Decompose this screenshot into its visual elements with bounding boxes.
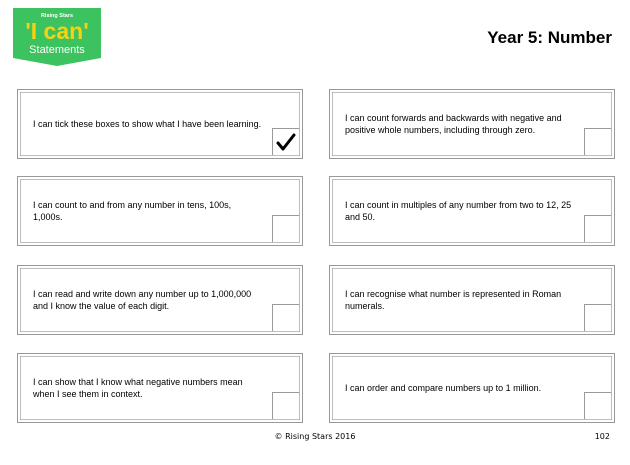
- statement-text: I can count in multiples of any number from two to 12, 25 and 50.: [345, 200, 572, 222]
- copyright: © Rising Stars 2016: [274, 432, 356, 441]
- statement-text: I can recognise what number is represented in Roman numerals.: [345, 289, 562, 311]
- statement-text: I can count to and from any number in tens, 100s, 1,000s.: [33, 200, 232, 222]
- statement-text: I can count forwards and backwards with negative and positive whole numbers, including through zero.: [345, 113, 562, 135]
- tick-box[interactable]: [272, 392, 299, 419]
- logo-main: 'I can': [25, 18, 89, 44]
- tick-box[interactable]: [584, 128, 611, 155]
- logo-brand: Rising Stars: [40, 13, 74, 19]
- statement-text: I can read and write down any number up to 1,000,000 and I know the value of each digit.: [33, 289, 252, 311]
- statement-card: [17, 89, 303, 159]
- logo-sub: Statements: [29, 44, 85, 56]
- page-number: 102: [594, 432, 610, 441]
- statement-card: [17, 265, 303, 335]
- statement-card: [17, 176, 303, 246]
- statement-card: [329, 265, 615, 335]
- statement-text: I can show that I know what negative numbers mean when I see them in context.: [33, 377, 243, 399]
- i-can-statements-logo: [13, 8, 101, 66]
- checkmark-icon: [276, 132, 296, 152]
- tick-box[interactable]: [272, 128, 299, 155]
- statement-text: I can order and compare numbers up to 1 million.: [345, 383, 542, 393]
- statement-card: [329, 353, 615, 423]
- tick-box[interactable]: [584, 304, 611, 331]
- page-title: Year 5: Number: [487, 28, 612, 47]
- statement-card: [17, 353, 303, 423]
- tick-box[interactable]: [584, 215, 611, 242]
- statement-text: I can tick these boxes to show what I have been learning.: [33, 119, 262, 129]
- statement-card: [329, 89, 615, 159]
- statement-card: [329, 176, 615, 246]
- tick-box[interactable]: [272, 215, 299, 242]
- tick-box[interactable]: [272, 304, 299, 331]
- tick-box[interactable]: [584, 392, 611, 419]
